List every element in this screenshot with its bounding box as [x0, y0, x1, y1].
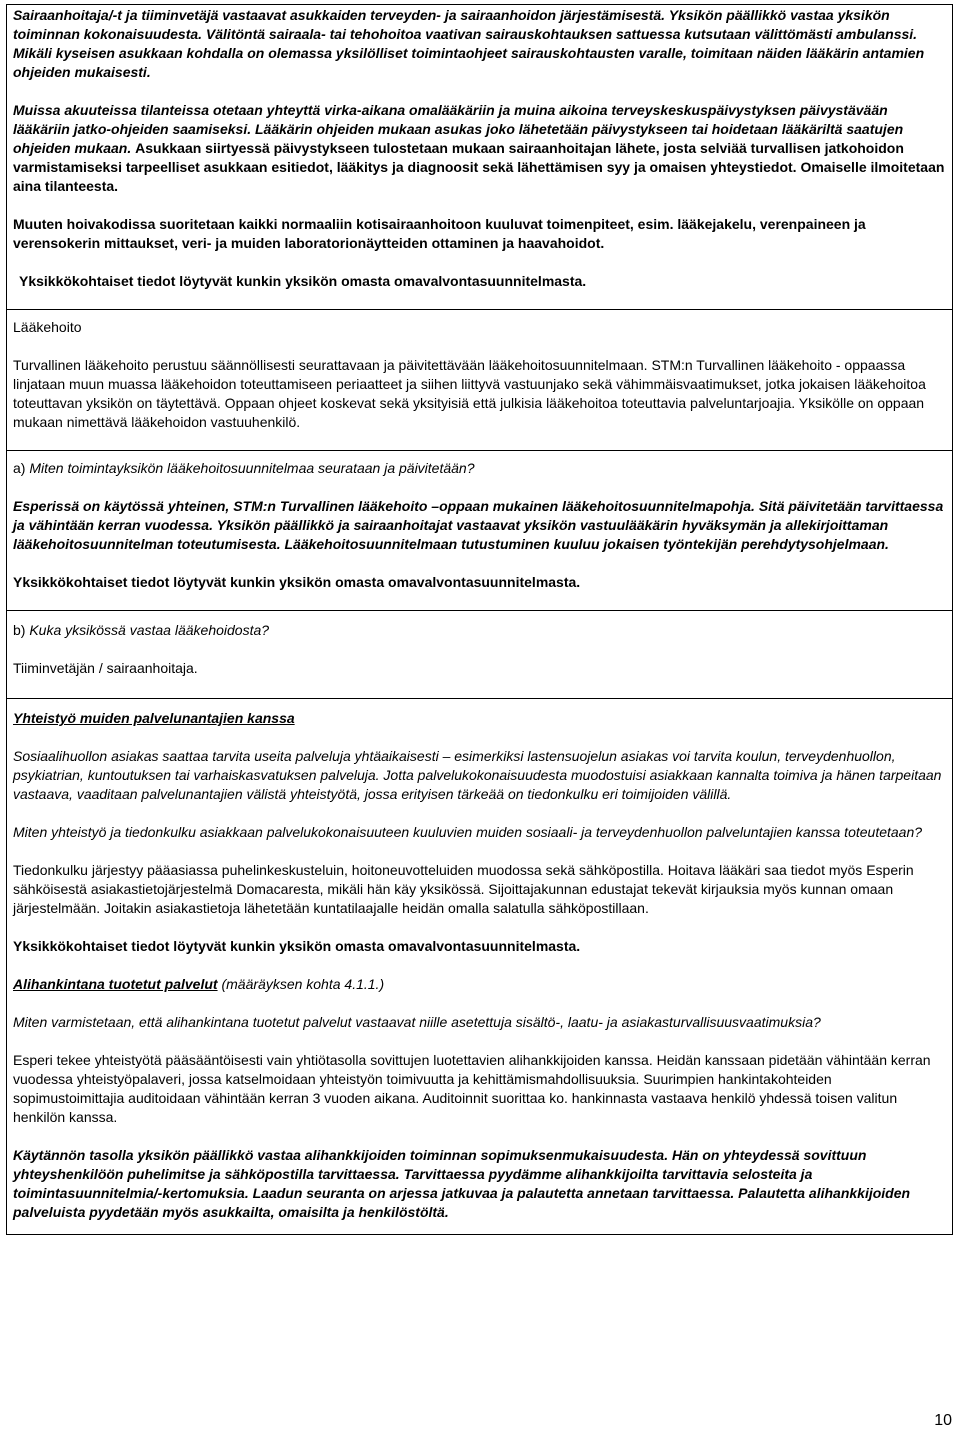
subcontracting-title: Alihankintana tuotetut palvelut	[13, 976, 218, 992]
medication-responsible-question	[13, 621, 946, 640]
emergency-text: Sairaanhoitaja/-t ja tiiminvetäjä vastaavat asukkaiden terveyden- ja sairaanhoidon järjestämisestä. Yksikön päällikkö vastaa yksikön toiminnan kokonaisuudesta. Välitöntä sairaala- tai tehohoitoa vaativan sairauskohtauksen sattuessa kutsutaan välittömästi ambulanssi.	[13, 7, 918, 42]
medication-heading: Lääkehoito	[13, 319, 82, 335]
unit-specific-note: Yksikkökohtaiset tiedot löytyvät kunkin yksikön omasta omavalvontasuunnitelmasta.	[19, 273, 587, 289]
cooperation-intro-paragraph: Sosiaalihuollon asiakas saattaa tarvita useita palveluja yhtäaikaisesti – esimerkiksi lastensuojelun asiakas voi tarvita koulun, terveydenhuollon, psykiatrian, kuntoutuksen tai varhaiskasvatuksen palveluja. Jotta palvelukokonaisuudesta muodostuisi asiakkaan kannalta toimiva ja hänen tarpeitaan vastaava, vaaditaan palvelunantajien välistä yhteistyötä, jossa erityisen tärkeää on tiedonkulku eri toimijoiden välillä.	[13, 748, 942, 802]
acute-situations-paragraph	[13, 101, 946, 196]
subcontracting-heading	[13, 975, 946, 994]
question-text: Kuka yksikössä vastaa lääkehoidosta?	[29, 622, 270, 638]
question-prefix: a)	[13, 460, 30, 476]
page-number: 10	[934, 1412, 952, 1429]
individual-instructions-text: Mikäli kyseisen asukkaan kohdalla on olemassa yksilölliset toimintaohjeet sairauskohtausten varalle, toimitaan näiden lääkärin antamien ohjeiden mukaisesti.	[13, 45, 925, 80]
home-care-paragraph: Muuten hoivakodissa suoritetaan kaikki normaaliin kotisairaanhoitoon kuuluvat toimenpiteet, esim. lääkejakelu, verenpaineen ja verensokerin mittaukset, veri- ja muiden laboratorionäytteiden ottaminen ja haavahoidot.	[13, 216, 866, 251]
cooperation-answer: Tiedonkulku järjestyy pääasiassa puhelinkeskusteluin, hoitoneuvotteluiden muodossa sekä sähköpostilla. Hoitava lääkäri saa tiedot myös Esperin sähköisestä asiakastietojärjestelmä Domacaresta, mikäli hän käy yksikössä. Sijoittajakunnan edustajat tekevät kirjauksia myös kunnan omaan järjestelmään. Joitakin asiakastietoja lähetetään kuntatilaajalle heidän omalla salatulla sähköpostillaan.	[13, 862, 914, 916]
question-prefix: b)	[13, 622, 30, 638]
emergency-paragraph	[13, 6, 946, 82]
unit-specific-note: Yksikkökohtaiset tiedot löytyvät kunkin yksikön omasta omavalvontasuunnitelmasta.	[13, 574, 581, 590]
medication-cell	[7, 310, 952, 451]
unit-specific-note: Yksikkökohtaiset tiedot löytyvät kunkin yksikön omasta omavalvontasuunnitelmasta.	[13, 938, 581, 954]
referral-text: Asukkaan siirtyessä päivystykseen tulostetaan mukaan sairaanhoitajan lähete, josta selviää turvallisen jatkohoidon varmistamiseksi tarpeelliset asukkaan esitiedot, lääkitys ja diagnoosit sekä lähettämisen syy ja omaisen yhteystiedot. Omaiselle ilmoitetaan aina tilanteesta.	[13, 140, 945, 194]
medication-responsible-cell	[7, 611, 952, 699]
acute-care-cell	[7, 5, 952, 310]
medication-plan-question	[13, 459, 946, 478]
content-table	[6, 4, 953, 1235]
question-text: Miten toimintayksikön lääkehoitosuunnitelmaa seurataan ja päivitetään?	[29, 460, 475, 476]
medication-plan-answer: Esperissä on käytössä yhteinen, STM:n Turvallinen lääkehoito –oppaan mukainen lääkehoitosuunnitelmapohja. Sitä päivitetään tarvittaessa ja vähintään kerran vuodessa. Yksikön päällikkö ja sairaanhoitajat vastaavat yksikön vastuulääkärin hyväksymän ja allekirjoittaman lääkehoitosuunnitelman toteutumisesta. Lääkehoitosuunnitelmaan tutustuminen kuuluu jokaisen työntekijän perehdytysohjelmaan.	[13, 498, 944, 552]
medication-responsible-answer: Tiiminvetäjän / sairaanhoitaja.	[13, 660, 198, 676]
subcontracting-practice-paragraph: Käytännön tasolla yksikön päällikkö vastaa alihankkijoiden toiminnan sopimuksenmukaisuudesta. Hän on yhteydessä sovittuun yhteyshenkilöön puhelimitse ja sähköpostilla tarvittaessa. Tarvittaessa pyydämme alihankkijoilta tarvittavia selosteita ja toimintasuunnitelmia/-kertomuksia. Laadun seuranta on arjessa jatkuvaa ja palautetta annetaan tarvittaessa. Palautetta alihankkijoiden palveluista pyydetään myös asukkailta, omaisilta ja henkilöstöltä.	[13, 1147, 911, 1220]
medication-intro-paragraph: Turvallinen lääkehoito perustuu säännöllisesti seurattavaan ja päivitettävään lääkehoitosuunnitelmaan. STM:n Turvallinen lääkehoito - oppaassa linjataan muun muassa lääkehoidon toteuttamiseen periaatteet ja siihen liittyvä vastuunjako sekä vähimmäisvaatimukset, jotka jokaisen lääkehoitoa toteuttavan yksikön on täytettävä. Oppaan ohjeet koskevat sekä yksityisiä että julkisia lääkehoitoa toteuttavia palveluntarjoajia. Yksikölle on oppaan mukaan nimettävä lääkehoidon vastuuhenkilö.	[13, 357, 926, 430]
subcontracting-reference: (määräyksen kohta 4.1.1.)	[217, 976, 385, 992]
medication-plan-cell	[7, 451, 952, 611]
cooperation-question: Miten yhteistyö ja tiedonkulku asiakkaan palvelukokonaisuuteen kuuluvien muiden sosiaali- ja terveydenhuollon palveluntajien kanssa toteutetaan?	[13, 824, 923, 840]
cooperation-cell	[7, 699, 952, 1234]
cooperation-heading: Yhteistyö muiden palvelunantajien kanssa	[13, 710, 295, 726]
acute-situations-text: Muissa akuuteissa tilanteissa otetaan yhteyttä virka-aikana omalääkäriin ja muina aikoina terveyskeskuspäivystyksen päivystävään lääkäriin jatko-ohjeiden saamiseksi. Lääkärin ohjeiden mukaan asukas joko lähetetään päivystykseen tai hoidetaan lääkäriltä saatujen ohjeiden mukaan.	[13, 102, 904, 156]
subcontracting-question: Miten varmistetaan, että alihankintana tuotetut palvelut vastaavat niille asetettuja sisältö-, laatu- ja asiakasturvallisuusvaatimuksia?	[13, 1014, 821, 1030]
subcontracting-answer: Esperi tekee yhteistyötä pääsääntöisesti vain yhtiötasolla sovittujen luotettavien alihankkijoiden kanssa. Heidän kanssaan pidetään vähintään kerran vuodessa yhteistyöpalaveri, jossa katselmoidaan yhteistyön toimivuutta ja kehittämismahdollisuuksia. Suurimpien hankintakohteiden sopimustoimittajia auditoidaan vähintään kerran 3 vuoden aikana. Auditoinnit suorittaa ko. hankinnasta vastaava henkilö yhdessä toisen valitun henkilön kanssa.	[13, 1052, 931, 1125]
